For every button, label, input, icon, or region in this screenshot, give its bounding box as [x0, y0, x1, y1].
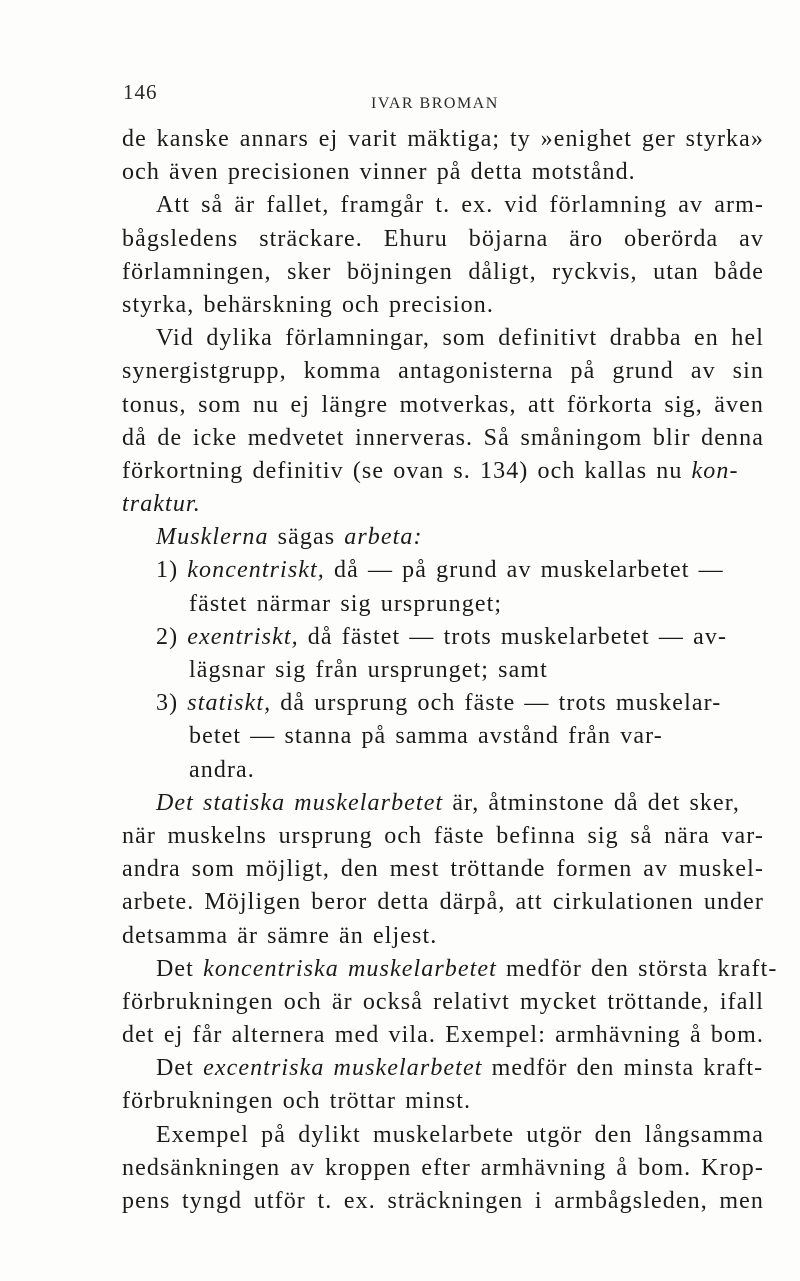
line-text: sägas	[268, 524, 345, 551]
text-line: och även precisionen vinner på detta motstånd.	[122, 159, 636, 186]
text-line: det ej får alternera med vila. Exempel: armhävning å bom.	[122, 1022, 764, 1049]
text-line	[122, 687, 764, 720]
text-line	[122, 455, 764, 488]
line-text: förkortning definitiv (se ovan s. 134) och kallas nu	[122, 457, 692, 484]
text-line: förbrukningen och tröttar minst.	[122, 1088, 472, 1115]
list-number: 3)	[156, 690, 188, 717]
italic-term: Musklerna	[156, 524, 269, 551]
text-line	[122, 1052, 764, 1085]
text-line: Vid dylika förlamningar, som definitivt drabba en hel	[156, 325, 764, 352]
text-line	[122, 554, 764, 587]
text-line	[122, 787, 764, 820]
italic-term: exentriskt,	[187, 623, 299, 650]
text-line	[122, 953, 778, 986]
page-number: 146	[123, 80, 158, 104]
line-text: Det	[156, 1055, 204, 1082]
text-line: fästet närmar sig ursprunget;	[189, 590, 503, 617]
text-line: de kanske annars ej varit mäktiga; ty »enighet ger styrka»	[122, 126, 764, 152]
list-number: 2)	[156, 623, 188, 650]
line-text: då ursprung och fäste — trots muskelar-	[271, 690, 722, 717]
text-line: Att så är fallet, framgår t. ex. vid förlamning av arm-	[156, 192, 764, 219]
text-line: pens tyngd utför t. ex. sträckningen i armbågsleden, men	[122, 1188, 764, 1214]
text-line: traktur.	[122, 491, 201, 518]
text-line: förlamningen, sker böjningen dåligt, ryckvis, utan både	[122, 258, 764, 285]
text-line: styrka, behärskning och precision.	[122, 291, 494, 318]
italic-term: arbeta:	[344, 524, 423, 551]
line-text: medför den största kraft-	[496, 955, 778, 982]
text-line: detsamma är sämre än eljest.	[122, 922, 438, 949]
italic-term: statiskt,	[187, 690, 272, 717]
text-line: Exempel på dylikt muskelarbete utgör den långsamma	[156, 1121, 764, 1148]
text-line	[122, 521, 764, 554]
line-text: Det	[156, 955, 204, 982]
text-line: då de icke medvetet innerveras. Så småningom blir denna	[122, 424, 764, 451]
text-line: bågsledens sträckare. Ehuru böjarna äro oberörda av	[122, 225, 764, 252]
list-number: 1)	[156, 557, 188, 584]
running-head: IVAR BROMAN	[371, 95, 499, 112]
line-text: då — på grund av muskelarbetet —	[324, 557, 724, 584]
italic-term: kon-	[691, 457, 739, 484]
line-text: då fästet — trots muskelarbetet — av-	[298, 623, 728, 650]
text-line: andra.	[189, 756, 255, 783]
italic-term: koncentriskt,	[187, 557, 325, 584]
line-text: är, åtminstone då det sker,	[443, 789, 741, 816]
text-line: när muskelns ursprung och fäste befinna sig så nära var-	[122, 822, 764, 849]
text-line	[122, 621, 764, 654]
text-line: förbrukningen och är också relativt mycket tröttande, ifall	[122, 988, 764, 1015]
body-text	[122, 123, 778, 1218]
text-line: lägsnar sig från ursprunget; samt	[189, 657, 548, 683]
text-line: betet — stanna på samma avstånd från var-	[189, 723, 663, 750]
text-line: andra som möjligt, den mest tröttande formen av muskel-	[122, 856, 764, 883]
text-line: tonus, som nu ej längre motverkas, att förkorta sig, även	[122, 391, 764, 418]
text-line: synergistgrupp, komma antagonisterna på grund av sin	[122, 358, 764, 385]
text-line: arbete. Möjligen beror detta därpå, att cirkulationen under	[122, 889, 764, 916]
text-line: nedsänkningen av kroppen efter armhävning å bom. Krop-	[122, 1154, 764, 1181]
italic-term: koncentriska muskelarbetet	[203, 955, 497, 982]
italic-term: Det statiska muskelarbetet	[156, 789, 444, 816]
line-text: medför den minsta kraft-	[482, 1055, 764, 1082]
italic-term: excentriska muskelarbetet	[203, 1055, 483, 1082]
